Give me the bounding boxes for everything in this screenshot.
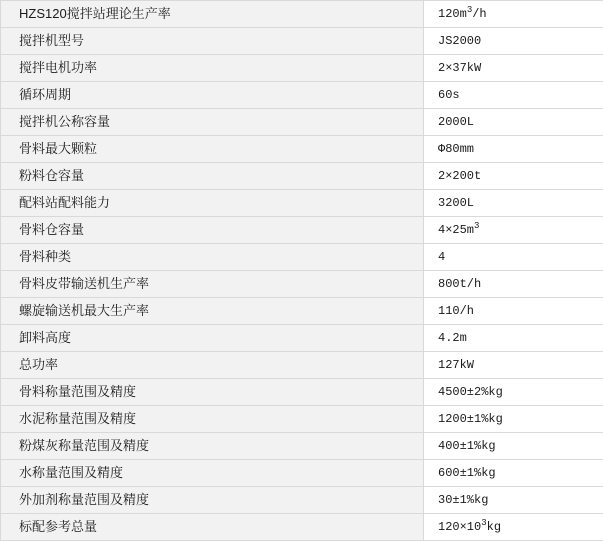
spec-label: 骨料皮带输送机生产率 bbox=[1, 271, 424, 298]
spec-value-main: 4.2m bbox=[438, 331, 467, 345]
spec-value bbox=[424, 487, 603, 514]
table-row bbox=[1, 190, 603, 217]
spec-value-main: 4×25m bbox=[438, 223, 474, 237]
spec-value-main: 110/h bbox=[438, 304, 474, 318]
table-row bbox=[1, 271, 603, 298]
table-row bbox=[1, 163, 603, 190]
spec-value-main: 2×37kW bbox=[438, 61, 481, 75]
spec-value bbox=[424, 136, 603, 163]
table-row bbox=[1, 352, 603, 379]
spec-value-exponent: 3 bbox=[481, 518, 486, 528]
spec-value-main: 4500±2%kg bbox=[438, 385, 503, 399]
spec-value bbox=[424, 379, 603, 406]
table-row bbox=[1, 244, 603, 271]
table-row bbox=[1, 460, 603, 487]
table-row bbox=[1, 1, 603, 28]
spec-label: 水称量范围及精度 bbox=[1, 460, 424, 487]
table-row bbox=[1, 109, 603, 136]
spec-label: 标配参考总量 bbox=[1, 514, 424, 541]
spec-label: 卸料高度 bbox=[1, 325, 424, 352]
spec-value bbox=[424, 1, 603, 28]
spec-label: 骨料仓容量 bbox=[1, 217, 424, 244]
spec-value bbox=[424, 163, 603, 190]
spec-value-main: Φ80mm bbox=[438, 142, 474, 156]
spec-label: 配料站配料能力 bbox=[1, 190, 424, 217]
spec-label: 搅拌电机功率 bbox=[1, 55, 424, 82]
spec-value-exponent: 3 bbox=[474, 221, 479, 231]
spec-value-exponent: 3 bbox=[467, 5, 472, 15]
spec-value bbox=[424, 109, 603, 136]
table-row bbox=[1, 136, 603, 163]
spec-label: HZS120搅拌站理论生产率 bbox=[1, 1, 424, 28]
spec-value-main: 2000L bbox=[438, 115, 474, 129]
spec-value-main: 3200L bbox=[438, 196, 474, 210]
spec-value bbox=[424, 190, 603, 217]
spec-value bbox=[424, 298, 603, 325]
spec-label: 粉煤灰称量范围及精度 bbox=[1, 433, 424, 460]
spec-label: 骨料种类 bbox=[1, 244, 424, 271]
table-row bbox=[1, 28, 603, 55]
spec-value-main: 127kW bbox=[438, 358, 474, 372]
spec-label: 外加剂称量范围及精度 bbox=[1, 487, 424, 514]
spec-value-main: 600±1%kg bbox=[438, 466, 496, 480]
spec-value bbox=[424, 82, 603, 109]
table-row bbox=[1, 325, 603, 352]
spec-value-main: 400±1%kg bbox=[438, 439, 496, 453]
spec-value-unit: kg bbox=[487, 520, 501, 534]
spec-value-main: 120m bbox=[438, 7, 467, 21]
spec-label: 粉料仓容量 bbox=[1, 163, 424, 190]
specification-table-body bbox=[1, 1, 603, 541]
spec-value-main: 60s bbox=[438, 88, 460, 102]
spec-value bbox=[424, 460, 603, 487]
table-row bbox=[1, 433, 603, 460]
table-row bbox=[1, 379, 603, 406]
spec-label: 螺旋输送机最大生产率 bbox=[1, 298, 424, 325]
spec-value bbox=[424, 352, 603, 379]
spec-value bbox=[424, 433, 603, 460]
spec-value bbox=[424, 28, 603, 55]
spec-value-main: 30±1%kg bbox=[438, 493, 488, 507]
spec-value bbox=[424, 217, 603, 244]
spec-value-unit: /h bbox=[472, 7, 486, 21]
table-row bbox=[1, 406, 603, 433]
spec-value-main: 800t/h bbox=[438, 277, 481, 291]
spec-value-main: 4 bbox=[438, 250, 445, 264]
table-row bbox=[1, 82, 603, 109]
table-row bbox=[1, 55, 603, 82]
spec-label: 骨料最大颗粒 bbox=[1, 136, 424, 163]
spec-value bbox=[424, 406, 603, 433]
table-row bbox=[1, 298, 603, 325]
spec-value-main: 120×10 bbox=[438, 520, 481, 534]
spec-value bbox=[424, 325, 603, 352]
spec-value bbox=[424, 244, 603, 271]
spec-label: 骨料称量范围及精度 bbox=[1, 379, 424, 406]
table-row bbox=[1, 487, 603, 514]
spec-value-main: 1200±1%kg bbox=[438, 412, 503, 426]
spec-value bbox=[424, 271, 603, 298]
spec-label: 水泥称量范围及精度 bbox=[1, 406, 424, 433]
spec-label: 搅拌机公称容量 bbox=[1, 109, 424, 136]
spec-value-main: 2×200t bbox=[438, 169, 481, 183]
spec-value-main: JS2000 bbox=[438, 34, 481, 48]
table-row bbox=[1, 217, 603, 244]
spec-label: 循环周期 bbox=[1, 82, 424, 109]
spec-value bbox=[424, 55, 603, 82]
spec-label: 总功率 bbox=[1, 352, 424, 379]
spec-label: 搅拌机型号 bbox=[1, 28, 424, 55]
